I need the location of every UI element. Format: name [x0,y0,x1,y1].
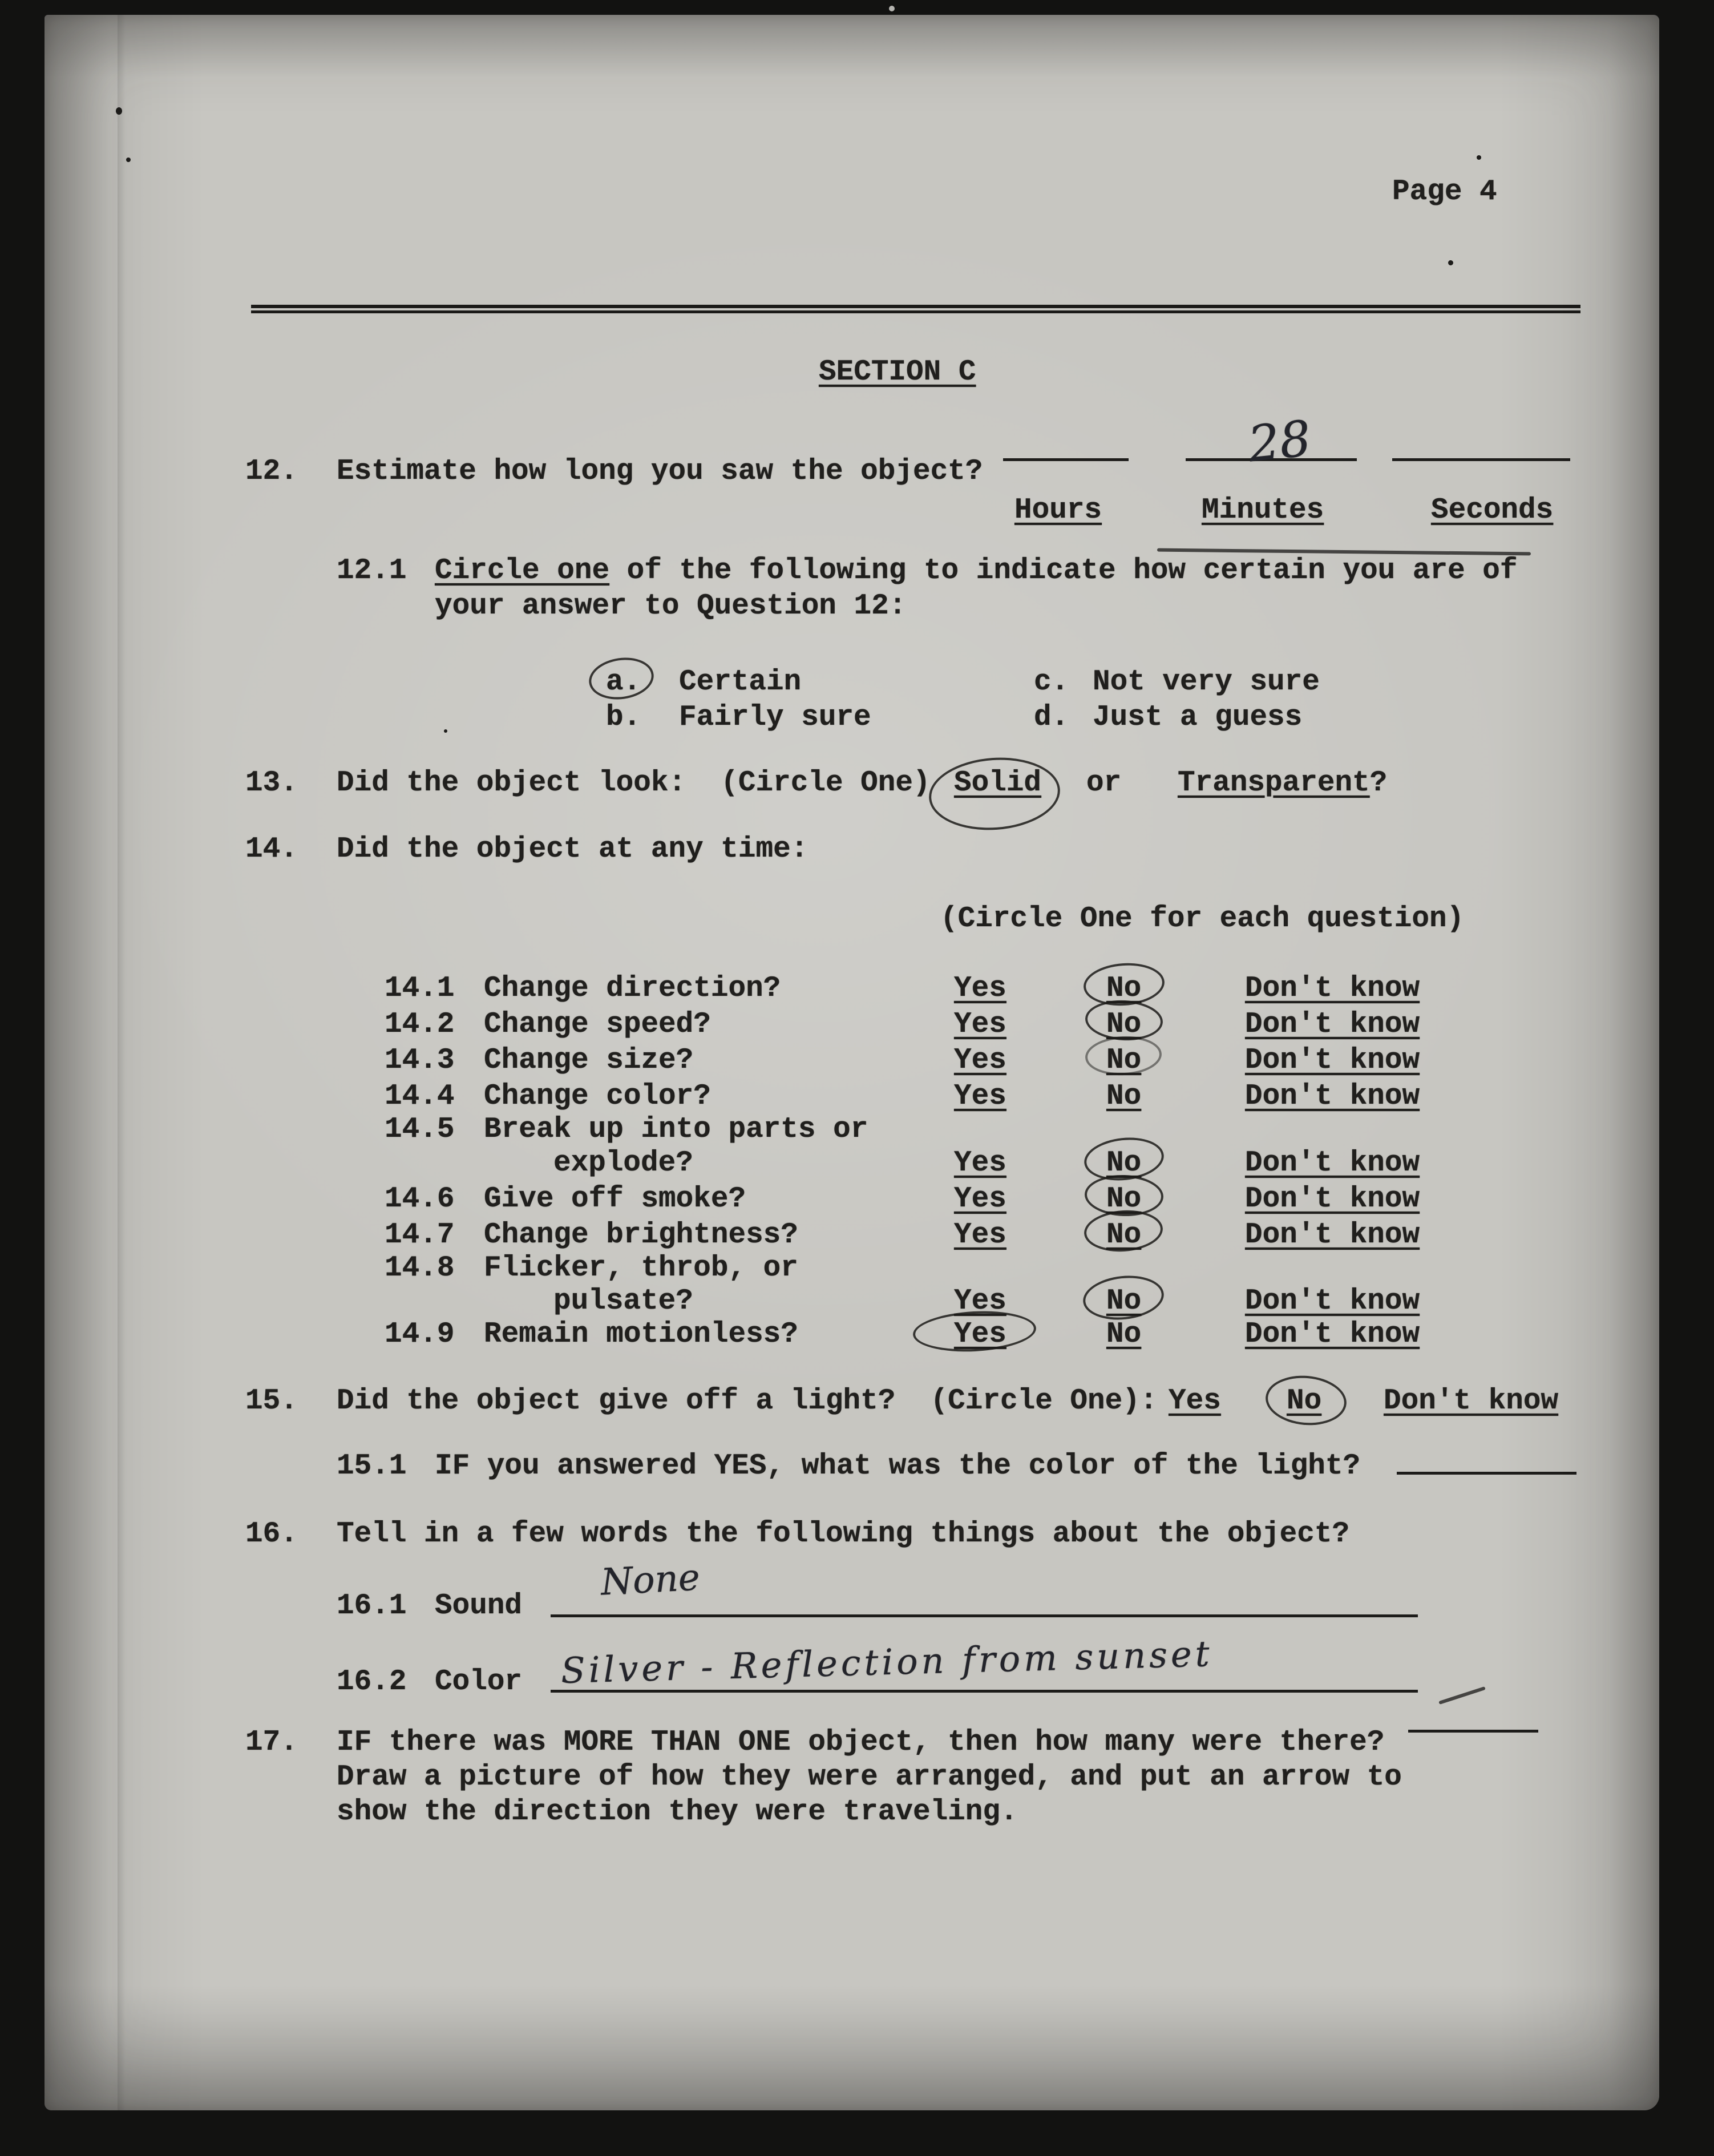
handwritten-color-answer: Silver - Reflection from sunset [560,1633,1214,1691]
option-b-label: Fairly sure [679,701,871,734]
answer-yes: Yes [954,1285,1006,1318]
row-label: Give off smoke? [484,1183,746,1216]
unit-label-seconds: Seconds [1431,494,1554,527]
question-number: 13. [245,767,298,800]
count-answer-blank [1408,1705,1538,1733]
question-text [435,555,1518,587]
row-number: 14.8 [385,1252,455,1285]
answer-no: No [1106,1044,1142,1077]
handwritten-minutes-answer: 28 [1246,410,1314,474]
answer-no: No [1106,1183,1142,1216]
row-label: Change size? [484,1044,694,1077]
or-label: or [1086,767,1122,800]
pen-mark [1438,1686,1486,1705]
transparent-option: Transparent [1178,767,1370,800]
sound-label: Sound [435,1590,523,1622]
scan-speck [444,729,447,733]
question-text: IF you answered YES, what was the color of the light? [435,1450,1361,1483]
pen-circle-no [1084,1035,1162,1077]
seconds-answer-blank [1392,436,1570,461]
answer-yes: Yes [954,1318,1006,1351]
option-b-key: b. [606,701,641,734]
pen-circle-no [1264,1372,1349,1428]
question-text: Did the object look: (Circle One) [337,767,931,800]
row-number: 14.7 [385,1219,455,1251]
answer-yes: Yes [954,1080,1006,1113]
question-number: 17. [245,1726,298,1759]
answer-dont-know: Don't know [1245,1183,1420,1216]
row-label: Flicker, throb, or [484,1252,798,1285]
color-label: Color [435,1666,523,1698]
question-text-rest: of the following to indicate how certain you are of [609,555,1518,587]
option-a-label: Certain [679,666,802,699]
answer-no: No [1106,1285,1142,1318]
pen-circle-no [1083,1208,1165,1254]
pen-circle-yes [912,1308,1037,1354]
pen-circle-solid [927,753,1062,834]
row-label: Change speed? [484,1008,711,1041]
answer-no: No [1106,1080,1142,1113]
option-d-label: Just a guess [1093,701,1303,734]
question-text-line2: your answer to Question 12: [435,590,907,623]
answer-yes: Yes [954,1147,1006,1180]
scan-speck [126,158,131,162]
question-text-line1: IF there was MORE THAN ONE object, then how many were there? [337,1726,1385,1759]
hours-answer-blank [1003,436,1129,461]
question-number: 15.1 [337,1450,407,1483]
section-title: SECTION C [819,356,976,389]
question-number: 12. [245,455,298,488]
answer-dont-know: Don't know [1245,1285,1420,1318]
row-number: 14.5 [385,1113,455,1146]
question-text: Tell in a few words the following things about the object? [337,1518,1350,1551]
answer-dont-know: Don't know [1384,1385,1559,1418]
question-text: Estimate how long you saw the object? [337,455,983,488]
row-number: 14.3 [385,1044,455,1077]
answer-yes: Yes [954,1183,1006,1216]
solid-option: Solid [954,767,1042,800]
question-number: 12.1 [337,555,407,587]
answer-yes: Yes [954,972,1006,1005]
page-label: Page 4 [1392,176,1497,208]
row-label: Remain motionless? [484,1318,798,1351]
q14-instruction: (Circle One for each question) [940,903,1465,935]
answer-dont-know: Don't know [1245,1219,1420,1251]
answer-yes: Yes [954,1219,1006,1251]
pen-circle-no [1081,1272,1166,1323]
question-number: 16. [245,1518,298,1551]
option-c-key: c. [1034,666,1069,699]
unit-label-hours: Hours [1014,494,1102,527]
answer-yes: Yes [954,1008,1006,1041]
answer-dont-know: Don't know [1245,972,1420,1005]
answer-no: No [1106,1318,1142,1351]
row-label: Change brightness? [484,1219,798,1251]
paper [45,15,1659,2110]
answer-no: No [1106,972,1142,1005]
option-c-label: Not very sure [1093,666,1320,699]
answer-no: No [1106,1008,1142,1041]
row-number: 14.1 [385,972,455,1005]
row-label: Change color? [484,1080,711,1113]
question-number: 16.1 [337,1590,407,1622]
answer-yes: Yes [1169,1385,1221,1418]
paper-crease [118,15,126,2110]
row-label-cont: explode? [553,1147,693,1180]
row-label: Break up into parts or [484,1113,868,1146]
answer-dont-know: Don't know [1245,1080,1420,1113]
answer-dont-know: Don't know [1245,1008,1420,1041]
row-number: 14.4 [385,1080,455,1113]
answer-yes: Yes [954,1044,1006,1077]
option-a-key: a. [606,666,641,699]
scan-speck [116,107,122,115]
question-text-line2: Draw a picture of how they were arranged, and put an arrow to [337,1761,1402,1794]
row-number: 14.6 [385,1183,455,1216]
row-label: Change direction? [484,972,781,1005]
row-label-cont: pulsate? [553,1285,693,1318]
question-text-line3: show the direction they were traveling. [337,1796,1018,1828]
row-number: 14.9 [385,1318,455,1351]
double-rule [251,305,1580,313]
scan-speck [1448,260,1453,265]
answer-dont-know: Don't know [1245,1147,1420,1180]
option-d-key: d. [1034,701,1069,734]
question-text: Did the object at any time: [337,833,809,866]
handwritten-sound-answer: None [600,1556,701,1604]
row-number: 14.2 [385,1008,455,1041]
scan-speck [1477,155,1481,160]
question-text: Did the object give off a light? (Circle One): [337,1385,1158,1418]
answer-no: No [1106,1147,1142,1180]
pen-circle-option-a [587,653,657,703]
unit-label-minutes: Minutes [1202,494,1324,527]
circle-one-underlined: Circle one [435,555,610,587]
transparent-option-wrap [1178,767,1387,800]
answer-no: No [1106,1219,1142,1251]
question-mark: ? [1369,767,1388,800]
scan-speck [889,6,895,11]
question-number: 15. [245,1385,298,1418]
answer-no: No [1287,1385,1322,1418]
answer-dont-know: Don't know [1245,1044,1420,1077]
answer-dont-know: Don't know [1245,1318,1420,1351]
question-number: 16.2 [337,1666,407,1698]
light-color-answer-blank [1397,1448,1576,1475]
question-number: 14. [245,833,298,866]
